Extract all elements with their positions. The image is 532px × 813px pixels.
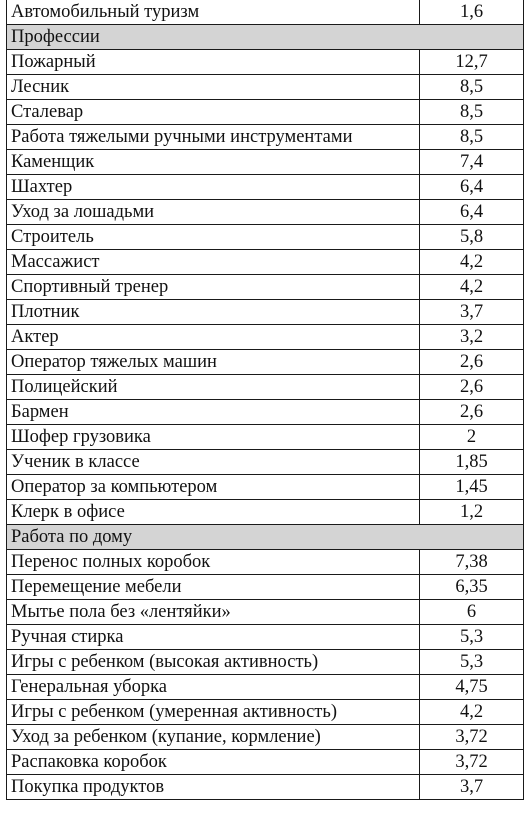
activity-value-cell: 6 [420,600,524,625]
activity-value-cell: 8,5 [420,75,524,100]
activity-name-cell: Генеральная уборка [7,675,420,700]
activity-name-cell: Автомобильный туризм [7,0,420,25]
table-row [7,225,524,250]
activity-name-cell: Покупка продуктов [7,775,420,800]
table-row [7,100,524,125]
activity-name-cell: Перенос полных коробок [7,550,420,575]
activity-name-cell: Каменщик [7,150,420,175]
table-row [7,700,524,725]
activity-name-cell: Массажист [7,250,420,275]
activity-name-cell: Работа тяжелыми ручными инструментами [7,125,420,150]
table-row [7,400,524,425]
activity-value-cell: 2,6 [420,400,524,425]
activity-name-cell: Полицейский [7,375,420,400]
activity-name-cell: Строитель [7,225,420,250]
activity-value-cell: 1,6 [420,0,524,25]
activity-value-cell: 1,2 [420,500,524,525]
section-header: Работа по дому [7,525,524,550]
activity-name-cell: Оператор за компьютером [7,475,420,500]
table-row [7,375,524,400]
activity-value-cell: 7,38 [420,550,524,575]
activity-value-cell: 2,6 [420,350,524,375]
activity-table-body [7,0,524,800]
activity-value-cell: 1,85 [420,450,524,475]
table-row [7,475,524,500]
activity-value-cell: 3,2 [420,325,524,350]
activity-name-cell: Перемещение мебели [7,575,420,600]
activity-name-cell: Актер [7,325,420,350]
table-row [7,450,524,475]
activity-name-cell: Клерк в офисе [7,500,420,525]
activity-name-cell: Пожарный [7,50,420,75]
activity-value-cell: 5,8 [420,225,524,250]
table-row [7,300,524,325]
activity-name-cell: Плотник [7,300,420,325]
activity-table [6,0,524,800]
activity-name-cell: Сталевар [7,100,420,125]
activity-value-cell: 5,3 [420,650,524,675]
table-row [7,350,524,375]
activity-name-cell: Мытье пола без «лентяйки» [7,600,420,625]
activity-name-cell: Лесник [7,75,420,100]
table-row [7,325,524,350]
activity-name-cell: Уход за ребенком (купание, кормление) [7,725,420,750]
table-row [7,275,524,300]
table-row [7,125,524,150]
table-row [7,250,524,275]
table-row [7,175,524,200]
section-header: Профессии [7,25,524,50]
table-row [7,625,524,650]
section-header-row [7,25,524,50]
table-row [7,550,524,575]
activity-value-cell: 12,7 [420,50,524,75]
activity-value-cell: 3,7 [420,775,524,800]
activity-name-cell: Шахтер [7,175,420,200]
table-row [7,575,524,600]
activity-value-cell: 4,75 [420,675,524,700]
activity-name-cell: Уход за лошадьми [7,200,420,225]
table-row [7,600,524,625]
activity-name-cell: Игры с ребенком (высокая активность) [7,650,420,675]
table-row [7,200,524,225]
table-row [7,50,524,75]
table-row [7,75,524,100]
activity-value-cell: 3,72 [420,725,524,750]
activity-name-cell: Спортивный тренер [7,275,420,300]
table-row [7,675,524,700]
table-row [7,725,524,750]
activity-value-cell: 4,2 [420,250,524,275]
activity-value-cell: 8,5 [420,100,524,125]
activity-value-cell: 8,5 [420,125,524,150]
table-row [7,500,524,525]
activity-value-cell: 2 [420,425,524,450]
activity-table-container [6,0,523,800]
activity-value-cell: 6,4 [420,200,524,225]
activity-value-cell: 4,2 [420,275,524,300]
activity-name-cell: Шофер грузовика [7,425,420,450]
table-row [7,0,524,25]
table-row [7,750,524,775]
activity-name-cell: Оператор тяжелых машин [7,350,420,375]
activity-name-cell: Распаковка коробок [7,750,420,775]
table-row [7,775,524,800]
activity-name-cell: Игры с ребенком (умеренная активность) [7,700,420,725]
activity-value-cell: 4,2 [420,700,524,725]
activity-name-cell: Ручная стирка [7,625,420,650]
activity-value-cell: 5,3 [420,625,524,650]
activity-value-cell: 1,45 [420,475,524,500]
activity-name-cell: Бармен [7,400,420,425]
section-header-row [7,525,524,550]
activity-name-cell: Ученик в классе [7,450,420,475]
activity-value-cell: 3,72 [420,750,524,775]
activity-value-cell: 2,6 [420,375,524,400]
table-row [7,425,524,450]
activity-value-cell: 6,35 [420,575,524,600]
activity-value-cell: 7,4 [420,150,524,175]
table-row [7,150,524,175]
activity-value-cell: 6,4 [420,175,524,200]
table-row [7,650,524,675]
activity-value-cell: 3,7 [420,300,524,325]
